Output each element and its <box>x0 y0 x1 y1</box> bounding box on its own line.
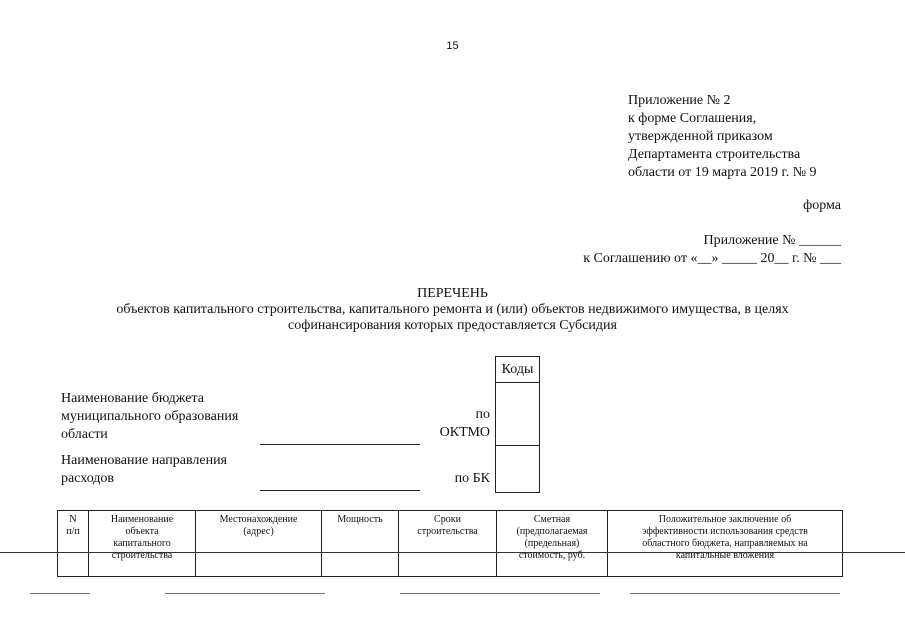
col-estimated-cost: Сметная (предполагаемая (предельная) стоимость, руб. <box>497 511 608 577</box>
scan-line <box>630 593 840 594</box>
scan-line <box>165 593 325 594</box>
direction-label <box>61 452 227 488</box>
annex-line-2: к Соглашению от «__» _____ 20__ г. № ___ <box>583 251 841 266</box>
col-capacity: Мощность <box>322 511 399 577</box>
bk-label: по БК <box>454 471 490 486</box>
scan-line <box>0 552 905 553</box>
direction-label-line: расходов <box>61 471 115 486</box>
col-location: Местонахождение (адрес) <box>196 511 322 577</box>
col-positive-conclusion: Положительное заключение об эффективности использования средств областного бюджета, направляемых на капитальные вложения <box>608 511 843 577</box>
budget-label <box>61 390 238 444</box>
approval-block <box>628 92 817 182</box>
approval-line: области от 19 марта 2019 г. № 9 <box>628 165 817 180</box>
approval-line: Департамента строительства <box>628 147 801 162</box>
table-header-row <box>58 511 843 577</box>
budget-label-line: Наименование бюджета <box>61 391 204 406</box>
codes-cell-bk <box>495 445 540 493</box>
scan-line <box>30 593 90 594</box>
oktmo-label <box>436 406 490 442</box>
approval-line: утвержденной приказом <box>628 129 773 144</box>
title-line-1: объектов капитального строительства, капитального ремонта и (или) объектов недвижимого имущества, в целях <box>116 302 789 317</box>
budget-label-line: муниципального образования <box>61 409 239 424</box>
title-line-2: софинансирования которых предоставляется Субсидия <box>288 318 617 333</box>
budget-fill-line <box>260 444 420 445</box>
oktmo-label-line: по <box>475 407 490 422</box>
oktmo-label-line: ОКТМО <box>439 425 490 440</box>
approval-line: к форме Соглашения, <box>628 111 757 126</box>
title-heading: ПЕРЕЧЕНЬ <box>417 286 488 301</box>
codes-header: Коды <box>495 356 540 382</box>
direction-fill-line <box>260 490 420 491</box>
page-number: 15 <box>446 40 459 52</box>
approval-line: Приложение № 2 <box>628 93 731 108</box>
scan-line <box>400 593 600 594</box>
annex-line-1: Приложение № ______ <box>703 233 841 248</box>
document-title <box>0 286 905 334</box>
annex-block <box>583 232 841 268</box>
col-construction-period: Сроки строительства <box>399 511 497 577</box>
codes-cell-oktmo <box>495 382 540 445</box>
objects-table <box>57 510 843 577</box>
budget-label-line: области <box>61 427 108 442</box>
form-label: форма <box>803 198 841 213</box>
direction-label-line: Наименование направления <box>61 453 227 468</box>
col-number: N п/п <box>58 511 89 577</box>
col-object-name: Наименование объекта капитального строительства <box>89 511 196 577</box>
